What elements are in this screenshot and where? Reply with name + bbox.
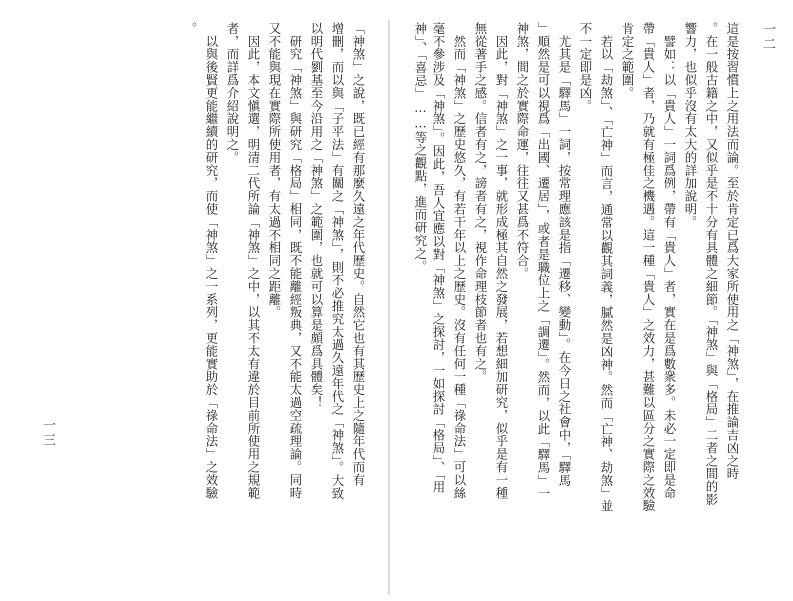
text-line: 者，而詳爲介紹說明之。: [225, 22, 240, 164]
text-line: 不一定即是凶。: [578, 22, 593, 113]
text-line: 響力，也似乎沒有太大的詳加說明。: [683, 22, 698, 229]
text-line: 然而「神煞」之歷史悠久，有若干年以上之歷史。沒有任何一種「祿命法」可以絲: [452, 22, 467, 500]
page-number-left: 一三: [40, 418, 55, 448]
text-line: 神煞，間之於實際命運，往往又甚爲不符合。: [515, 22, 530, 280]
text-line: 若以「劫煞」、「亡神」而言，通常以觀其詞義，膩然是凶神。然而「亡神、劫煞」並: [599, 22, 614, 513]
page-number-right: 一二: [760, 22, 775, 52]
text-line: 增刪，而以與「子平法」有關之「神煞」，則不必推究太過久遠年代之「神煞」。大致: [330, 22, 345, 500]
left-page: [180, 22, 365, 582]
text-line: 研究「神煞」與研究「格局」相同，既不能離經叛典，又不能太過空疏理論。同時: [288, 22, 303, 500]
text-line: 毫不參涉及「神煞」。因此，吾人宜應以對「神煞」之探討，一如探討「格局」、「用: [431, 22, 446, 494]
text-line: 。在一般古籍之中，又似乎是不十分有具體之細節。「神煞」與「格局」二者之間的影: [704, 22, 719, 506]
text-line: 又不能與現在實際所使用者，有太過不相同之距離。: [267, 22, 282, 319]
text-line: 帶「貴人」者，乃就有極佳之機遇。這一種「貴人」之效力，甚難以區分之實際之效驗: [641, 22, 656, 513]
right-page: [410, 22, 740, 582]
text-line: 以明代劉基至今沿用之「神煞」之範圍，也就可以算是頗爲具體矣！: [309, 22, 324, 409]
text-line: 」順然是可以視爲「出國、遷居」，或者是職位上之「調遷」。然而，以此「驛馬」一: [536, 22, 551, 500]
gutter: [388, 20, 390, 595]
text-line: 尤其是「驛馬」一詞，按常理應該是指「遷移、變動」。在今日之社會中，「驛馬: [557, 22, 572, 487]
text-line: 譬如：以「貴人」一詞爲例，帶有「貴人」者，實在是爲數衆多。未必一定即是命: [662, 22, 677, 500]
text-line: 以與後賢更能繼續的研究，而使「神煞」之一系列，更能實助於「祿命法」之效驗: [204, 22, 219, 500]
text-line: 「神煞」之說，既已經有那麼久遠之年代歷史。自然它也有其歷史上之隨年代而有: [351, 22, 366, 487]
text-line: 肯定之範圍。: [620, 22, 635, 100]
text-line: 無從著手之感。信者有之，謗者有之，視作命理枝節者也有之。: [473, 22, 488, 384]
text-line: 。: [183, 22, 198, 35]
text-line: 神」、「喜忌」……等之觀點，進而研究之。: [413, 22, 428, 273]
text-line: 因此，本文愼選，明清二代所論「神煞」之中，以其不太有違於目前所使用之規範: [246, 22, 261, 500]
text-line: 這是按習慣上之用法而論。至於肯定已爲大家所使用之「神煞」，在推論吉凶之時: [725, 22, 740, 481]
text-line: 因此，對「神煞」之一事，就形成極其自然之發展，若想細加研究，似乎是有一種: [494, 22, 509, 500]
